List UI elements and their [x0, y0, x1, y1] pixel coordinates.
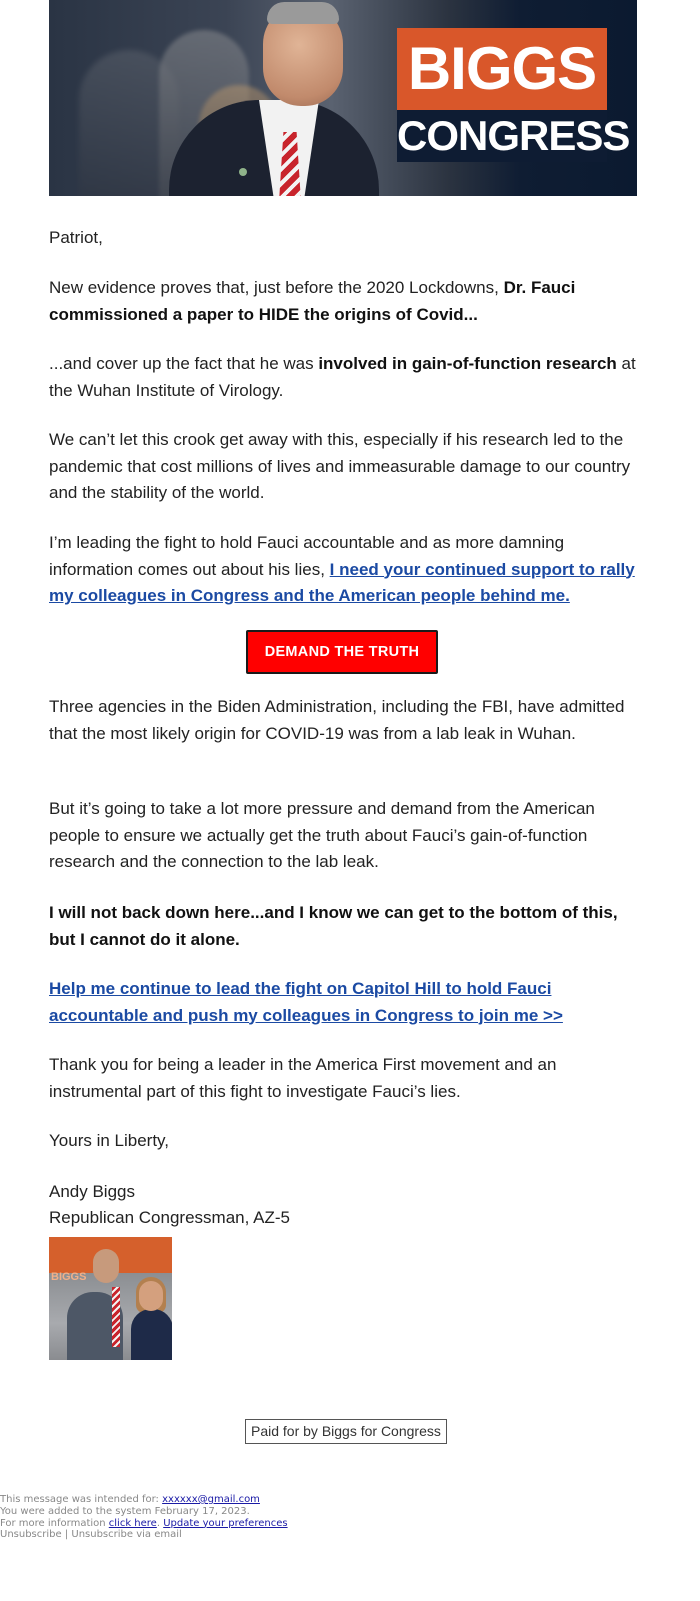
signature-title: Republican Congressman, AZ-5 [49, 1208, 290, 1227]
candidate-hair [267, 2, 339, 24]
footer-unsubscribe[interactable]: Unsubscribe | Unsubscribe via email [0, 1529, 182, 1541]
paragraph-9: Thank you for being a leader in the America First movement and an instrumental part of this fight to investigate Fauci’s lies. [49, 1055, 557, 1101]
paragraph-7-bold: I will not back down here...and I know we can get to the bottom of this, but I cannot do it alone. [49, 903, 618, 949]
campaign-logo [397, 28, 630, 162]
support-link[interactable]: I need your continued support to rally my colleagues in Congress and the American people behind me. [49, 559, 635, 605]
photo-woman-head [139, 1281, 163, 1311]
email-body [49, 0, 637, 1439]
paragraph-1 [49, 275, 637, 328]
paragraph-1-bold: Dr. Fauci commissioned a paper to HIDE the origins of Covid... [49, 278, 576, 324]
email-footer [0, 1494, 400, 1541]
photo-man-tie [112, 1287, 120, 1347]
paragraph-2 [49, 351, 637, 404]
paragraph-1-text: New evidence proves that, just before the 2020 Lockdowns, [49, 278, 504, 297]
footer-separator: . [156, 1517, 164, 1529]
paragraph-2-tail: at the Wuhan Institute of Virology. [49, 354, 636, 400]
footer-email-link[interactable]: xxxxxx@gmail.com [162, 1494, 260, 1505]
footer-info-text: For more information [0, 1517, 109, 1529]
signoff: Yours in Liberty, [49, 1131, 170, 1150]
paragraph-8 [49, 976, 637, 1029]
paragraph-2-bold: involved in gain-of-function research [318, 354, 617, 373]
signature-photo [49, 1237, 172, 1360]
lapel-pin [239, 168, 247, 176]
photo-woman [131, 1309, 172, 1360]
capitol-hill-link[interactable]: Help me continue to lead the fight on Capitol Hill to hold Fauci accountable and push my colleagues in Congress to join me >> [49, 979, 563, 1025]
photo-man-head [93, 1249, 119, 1283]
update-preferences-link[interactable]: Update your preferences [163, 1517, 288, 1529]
paragraph-2-text: ...and cover up the fact that he was [49, 354, 319, 373]
signature-name: Andy Biggs [49, 1182, 135, 1201]
paragraph-4-text: I’m leading the fight to hold Fauci accountable and as more damning information comes out about his lies, [49, 533, 565, 579]
paid-for-disclaimer: Paid for by Biggs for Congress [245, 1419, 447, 1444]
paragraph-4 [49, 530, 637, 610]
click-here-link[interactable]: click here [108, 1517, 157, 1529]
paragraph-3: We can’t let this crook get away with this, especially if his research led to the pandemic that cost millions of lives and immeasurable damage to our country and the stability of the world. [49, 430, 631, 502]
logo-bottom-text: CONGRESS [397, 110, 607, 162]
paragraph-6: But it’s going to take a lot more pressure and demand from the American people to ensure we actually get the truth about Fauci’s gain-of-function research and the connection to the lab leak. [49, 799, 595, 871]
demand-the-truth-button[interactable]: DEMAND THE TRUTH [246, 630, 438, 674]
footer-line-2: You were added to the system February 17, 2023. [0, 1505, 250, 1517]
footer-line-3 [0, 1518, 400, 1530]
greeting: Patriot, [49, 228, 103, 247]
footer-intended-text: This message was intended for: [0, 1494, 163, 1505]
paragraph-7 [49, 900, 637, 953]
photo-banner-text: BIGGS [51, 1271, 87, 1283]
paragraph-5: Three agencies in the Biden Administration, including the FBI, have admitted that the most likely origin for COVID-19 was from a lab leak in Wuhan. [49, 697, 625, 743]
footer-line-1 [0, 1494, 400, 1506]
header-banner [49, 0, 637, 196]
logo-top-text: BIGGS [397, 28, 607, 110]
